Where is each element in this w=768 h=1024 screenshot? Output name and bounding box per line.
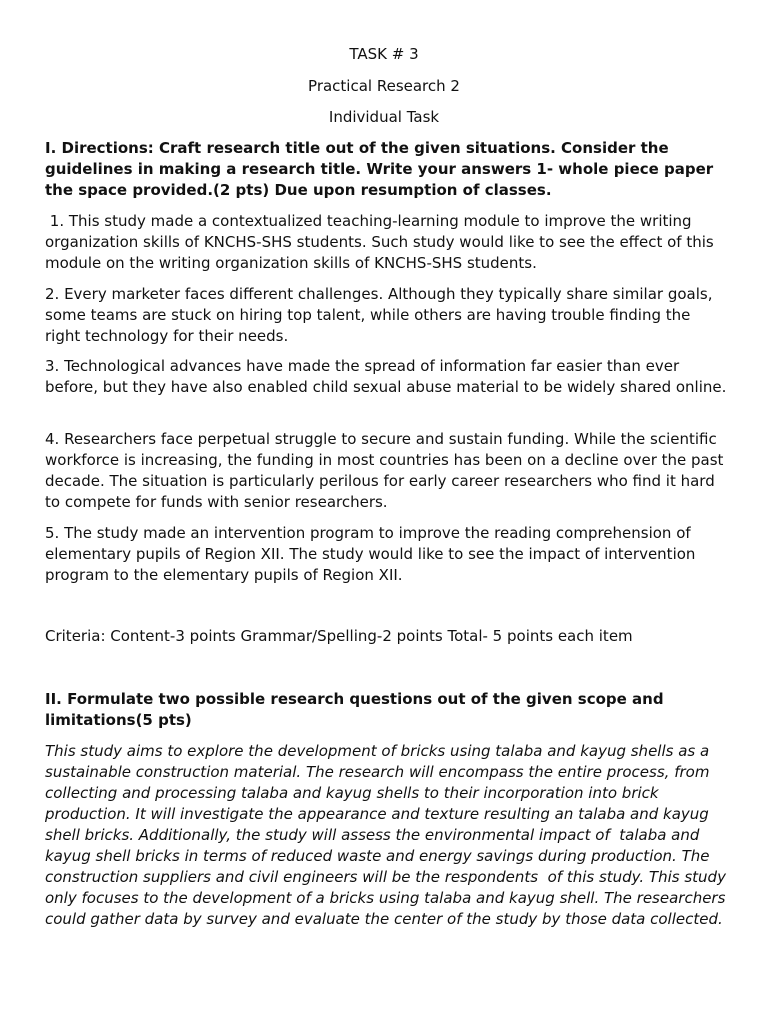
situation-item-3: 3. Technological advances have made the spread of information far easier than ever before, but they have also enabled child sexual abuse material to be widely shared online. — [45, 357, 727, 396]
part2-directions: II. Formulate two possible research questions out of the given scope and limitations(5 pts) — [45, 690, 664, 729]
task-number: TASK # 3 — [349, 45, 419, 63]
situation-item-2: 2. Every marketer faces different challenges. Although they typically share similar goals, some teams are stuck on hiring top talent, while others are having trouble finding the right technology for their needs. — [45, 285, 713, 345]
scope-passage: This study aims to explore the development of bricks using talaba and kayug shells as a sustainable construction material. The research will encompass the entire process, from collecting and processing talaba and kayug shells to their incorporation into brick production. It will investigate the appearance and texture resulting an talaba and kayug shell bricks. Additionally, the study will assess the environmental impact of talaba and kayug shell bricks in terms of reduced waste and energy savings during production. The construction suppliers and civil engineers will be the respondents of this study. This study only focuses to the development of a bricks using talaba and kayug shell. The researchers could gather data by survey and evaluate the center of the study by those data collected. — [45, 742, 731, 928]
situation-item-5: 5. The study made an intervention program to improve the reading comprehension of elementary pupils of Region XII. The study would like to see the impact of intervention program to the elementary pupils of Region XII. — [45, 524, 696, 584]
task-type: Individual Task — [328, 108, 440, 126]
situation-item-1: 1. This study made a contextualized teaching-learning module to improve the writing organization skills of KNCHS-SHS students. Such study would like to see the effect of this module on the writing organization skills of KNCHS-SHS students. — [45, 212, 719, 272]
part1-directions: I. Directions: Craft research title out of the given situations. Consider the guidelines in making a research title. Write your answers 1- whole piece paper the space provided.(2 pts) Due upon resumption of classes. — [45, 139, 714, 199]
situation-item-4: 4. Researchers face perpetual struggle to secure and sustain funding. While the scientific workforce is increasing, the funding in most countries has been on a decline over the past decade. The situation is particularly perilous for early career researchers who find it hard to compete for funds with senior researchers. — [45, 430, 724, 511]
criteria-line: Criteria: Content-3 points Grammar/Spelling-2 points Total- 5 points each item — [45, 627, 633, 645]
subject-title: Practical Research 2 — [308, 77, 460, 95]
